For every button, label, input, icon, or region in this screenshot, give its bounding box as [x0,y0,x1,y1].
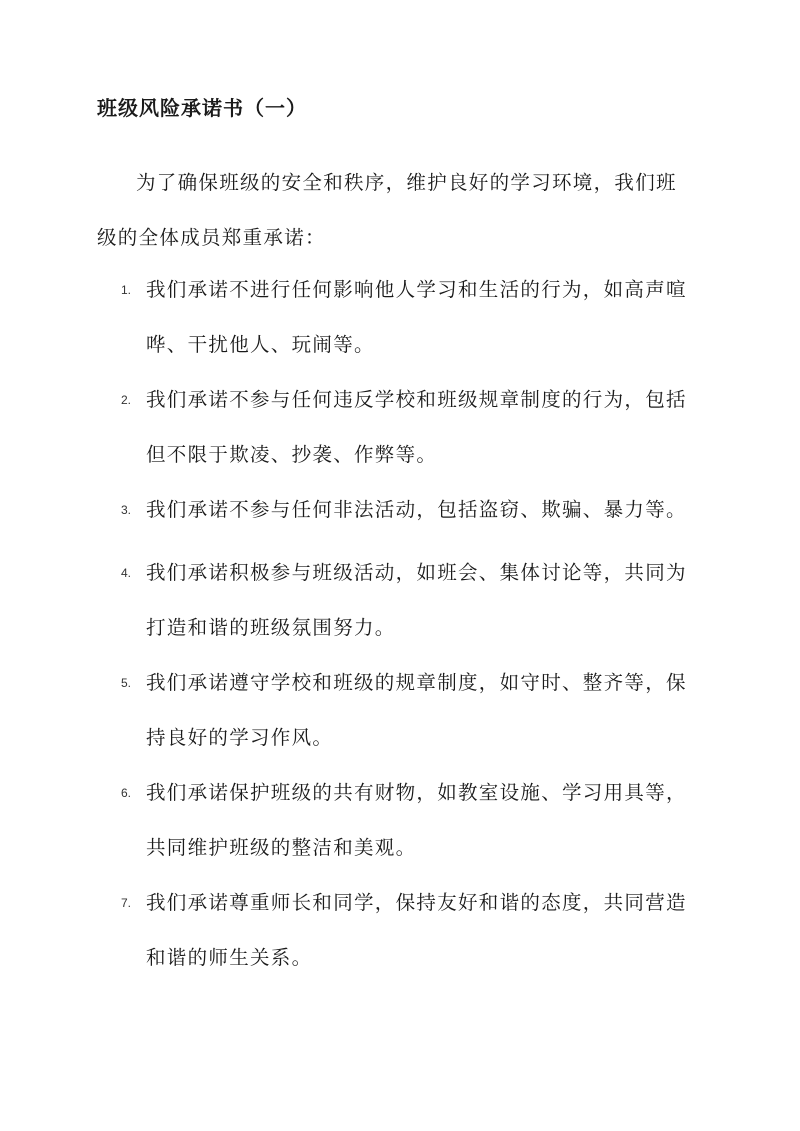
list-item-text: 我们承诺不进行任何影响他人学习和生活的行为，如高声喧哗、干扰他人、玩闹等。 [146,278,687,356]
list-item-text: 我们承诺不参与任何非法活动，包括盗窃、欺骗、暴力等。 [146,498,687,521]
list-number: 3. [121,503,132,517]
list-item-text: 我们承诺保护班级的共有财物，如教室设施、学习用具等，共同维护班级的整洁和美观。 [146,781,687,859]
intro-paragraph: 为了确保班级的安全和秩序，维护良好的学习环境，我们班级的全体成员郑重承诺： [97,171,677,249]
list-number: 5. [121,676,132,690]
list-number: 1. [121,283,132,297]
document-title: 班级风险承诺书（一） [97,96,307,120]
list-item-text: 我们承诺尊重师长和同学，保持友好和谐的态度，共同营造和谐的师生关系。 [146,891,687,969]
list-item-text: 我们承诺不参与任何违反学校和班级规章制度的行为，包括但不限于欺凌、抄袭、作弊等。 [146,388,687,466]
list-number: 7. [121,896,132,910]
list-item-text: 我们承诺遵守学校和班级的规章制度，如守时、整齐等，保持良好的学习作风。 [146,671,687,749]
list-number: 2. [121,393,132,407]
list-item-text: 我们承诺积极参与班级活动，如班会、集体讨论等，共同为打造和谐的班级氛围努力。 [146,561,687,639]
list-number: 6. [121,786,132,800]
list-number: 4. [121,566,132,580]
